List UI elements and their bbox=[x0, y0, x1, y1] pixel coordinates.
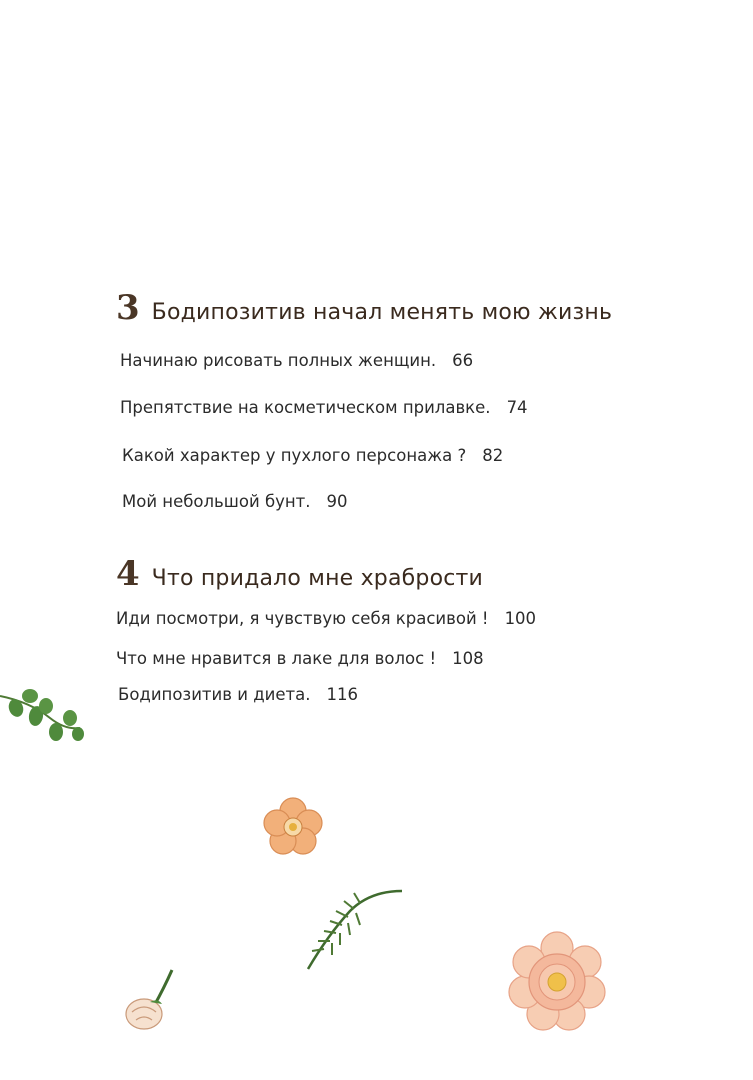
chapter-number: 4 bbox=[116, 554, 140, 594]
chapter-3-heading bbox=[116, 288, 612, 328]
entry-title: Препятствие на косметическом прилавке. bbox=[120, 398, 491, 417]
toc-entry[interactable] bbox=[118, 685, 358, 704]
leaf-sprig-icon bbox=[0, 688, 90, 748]
toc-entry[interactable] bbox=[122, 446, 503, 465]
toc-entry[interactable] bbox=[122, 492, 348, 511]
entry-title: Мой небольшой бунт. bbox=[122, 492, 311, 511]
entry-title: Бодипозитив и диета. bbox=[118, 685, 311, 704]
orange-flower-icon bbox=[263, 797, 323, 857]
peony-flower-icon bbox=[505, 932, 609, 1032]
chapter-4-heading bbox=[116, 554, 483, 594]
entry-page: 100 bbox=[504, 609, 537, 628]
entry-title: Какой характер у пухлого персонажа ? bbox=[122, 446, 467, 465]
chapter-title: Что придало мне храбрости bbox=[151, 566, 484, 591]
chapter-title: Бодипозитив начал менять мою жизнь bbox=[151, 300, 613, 325]
entry-page: 108 bbox=[452, 649, 484, 668]
entry-title: Что мне нравится в лаке для волос ! bbox=[116, 649, 437, 668]
toc-entry[interactable] bbox=[116, 609, 536, 628]
entry-title: Иди посмотри, я чувствую себя красивой ! bbox=[116, 609, 489, 628]
chapter-number: 3 bbox=[116, 288, 140, 328]
toc-entry[interactable] bbox=[120, 351, 473, 370]
entry-page: 66 bbox=[452, 351, 474, 370]
entry-page: 74 bbox=[506, 398, 528, 417]
toc-entry[interactable] bbox=[116, 649, 484, 668]
flower-bud-icon bbox=[120, 968, 180, 1032]
toc-entry[interactable] bbox=[120, 398, 528, 417]
entry-page: 82 bbox=[482, 446, 504, 465]
entry-title: Начинаю рисовать полных женщин. bbox=[120, 351, 437, 370]
entry-page: 90 bbox=[326, 492, 348, 511]
fern-branch-icon bbox=[300, 885, 410, 975]
entry-page: 116 bbox=[326, 685, 358, 704]
